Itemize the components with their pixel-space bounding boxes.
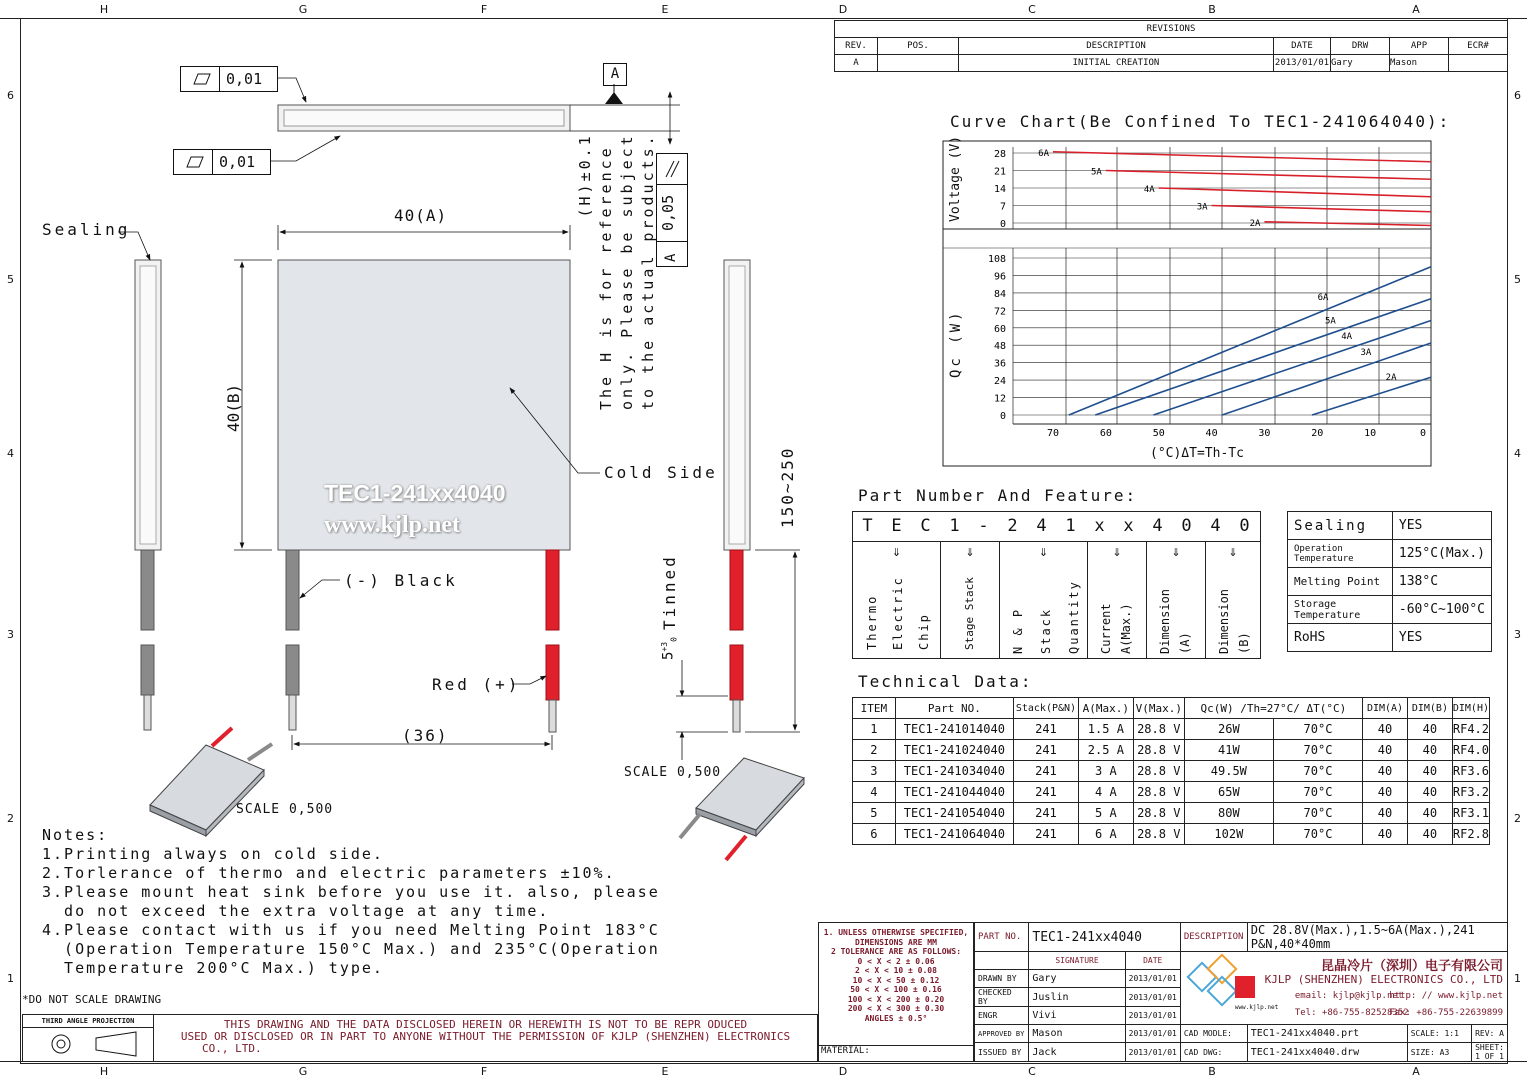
zone-column-B: B bbox=[1208, 1065, 1216, 1078]
zone-column-G: G bbox=[298, 3, 308, 16]
zone-row-3: 3 bbox=[1514, 628, 1521, 641]
y-tick-label: 84 bbox=[993, 288, 1006, 300]
x-tick-label: 10 bbox=[1364, 428, 1377, 439]
zone-column-E: E bbox=[661, 1065, 669, 1078]
part-number-title: Part Number And Feature: bbox=[858, 486, 1138, 505]
x-tick-label: 20 bbox=[1311, 428, 1324, 439]
tinned-label: Tinned bbox=[660, 554, 679, 630]
series-label: 2A bbox=[1249, 218, 1261, 229]
zone-row-5: 5 bbox=[7, 273, 14, 286]
pn-char: x bbox=[1123, 516, 1134, 536]
black-lead-label: (-) Black bbox=[344, 571, 458, 590]
table-row: 4 TEC1-241044040 241 4 A 28.8 V 65W 70°C 40 40 RF3.2 bbox=[853, 782, 1490, 803]
table-row: 1 TEC1-241014040 241 1.5 A 28.8 V 26W 70°C 40 40 RF4.2 bbox=[853, 719, 1490, 740]
x-tick-label: 40 bbox=[1205, 428, 1218, 439]
tinned-length: $5^{+3}_0$ bbox=[660, 637, 679, 660]
pn-char: 1 bbox=[1065, 516, 1076, 536]
table-row: 3 TEC1-241034040 241 3 A 28.8 V 49.5W 70°C 40 40 RF3.6 bbox=[853, 761, 1490, 782]
y-tick-label: 36 bbox=[993, 358, 1006, 370]
qc-series-4A bbox=[1153, 321, 1431, 415]
qc-axis-label: Qc (W) bbox=[948, 309, 964, 378]
qc-series-3A bbox=[1222, 343, 1431, 415]
y-tick-label: 0 bbox=[999, 411, 1006, 422]
scale-label-2: SCALE 0,500 bbox=[624, 765, 722, 780]
series-label: 6A bbox=[1317, 293, 1329, 304]
pn-char: 2 bbox=[1007, 516, 1018, 536]
series-label: 4A bbox=[1341, 331, 1353, 342]
x-tick-label: 70 bbox=[1046, 428, 1060, 439]
pn-char: 0 bbox=[1181, 516, 1192, 536]
company-name-cn: 昆晶冷片（深圳）电子有限公司 bbox=[1320, 959, 1503, 974]
voltage-series-3A bbox=[1212, 206, 1431, 212]
notes: Notes: 1.Printing always on cold side. 2.Torlerance of thermo and electric parameters ±10%. 3.Please mount heat sink before you use it. also, please do not exceed the extra voltage at any time. 4.Please contact with us if you need Melting Point 183°C (Operation Temperature 150°C Max.) and 235°C(Operation Temperature 200°C Max.) type. bbox=[42, 826, 660, 977]
y-tick-label: 12 bbox=[993, 393, 1006, 405]
zone-column-E: E bbox=[661, 3, 669, 16]
wire-dimension: (36) bbox=[402, 726, 449, 745]
zone-row-4: 4 bbox=[1514, 447, 1521, 460]
series-label: 6A bbox=[1038, 148, 1049, 159]
revisions-table: REVISIONS REV. POS. DESCRIPTION DATE DRW APP ECR# A INITIAL CREATION 2013/01/01 Gary Mason bbox=[834, 20, 1508, 72]
confidential-notice: THIS DRAWING AND THE DATA DISCLOSED HEREIN OR HEREWITH IS NOT TO BE REPR ODUCED USED OR DISCLOSED OR IN PART TO ANYONE WITHOUT THE PERMISSION OF KJLP (SHENZHEN) ELECTRONICS CO., LTD. bbox=[154, 1014, 818, 1062]
company-name-en: KJLP (SHENZHEN) ELECTRONICS CO., LTD bbox=[1264, 973, 1503, 986]
part-number-breakdown bbox=[852, 511, 1261, 659]
voltage-axis-label: Voltage (V) bbox=[948, 135, 963, 222]
zone-column-C: C bbox=[1028, 3, 1036, 16]
zone-row-1: 1 bbox=[1514, 972, 1521, 985]
zone-row-2: 2 bbox=[7, 812, 14, 825]
zone-column-H: H bbox=[99, 1065, 109, 1078]
zone-row-4: 4 bbox=[7, 447, 14, 460]
sealing-label: Sealing bbox=[42, 220, 131, 239]
x-tick-label: 30 bbox=[1258, 428, 1271, 439]
red-lead-label: Red (+) bbox=[432, 675, 521, 694]
pn-char: 4 bbox=[1210, 516, 1221, 536]
height-dimension: 40(B) bbox=[224, 383, 243, 432]
x-axis-label: (°C)ΔT=Th-Tc bbox=[1150, 446, 1244, 461]
company-logo: www.kjlp.net bbox=[1185, 956, 1255, 1016]
zone-row-6: 6 bbox=[1514, 89, 1521, 102]
y-tick-label: 14 bbox=[993, 184, 1006, 195]
flatness-value: 0,01 bbox=[226, 70, 263, 88]
technical-table: ITEM Part NO. Stack(P&N) A(Max.) V(Max.) Qc(W) /Th=27°C/ ΔT(°C) DIM(A) DIM(B) DIM(H) 1 TEC1-241014040 241 1.5 A 28.8 V 26W 70°C 40 40 RF4.2 2 TEC1-241024040 241 2.5 A 28.8 V 41W 70°C 40 40 RF4.0 3 TEC1-241034040 241 3 A 28.8 V 49.5W 70°C 40 40 RF3.6 4 TEC1-241044040 241 4 A 28.8 V 65W 70°C 40 40 RF3.2 5 TEC1-241054040 241 5 A 28.8 V 80W 70°C 40 40 RF3.1 6 TEC1-241064040 241 6 A 28.8 V 102W 70°C 40 40 RF2.8 bbox=[852, 697, 1490, 845]
company-tel: Tel: +86-755-82528352 bbox=[1294, 1008, 1409, 1018]
watermark-url: www.kjlp.net bbox=[324, 512, 461, 538]
feature-table: Sealing YES Operation Temperature 125°C(Max.) Melting Point 138°C Storage Temperature -60°C~100°C RoHS YES bbox=[1287, 511, 1492, 652]
pn-char: C bbox=[920, 516, 931, 536]
x-tick-label: 60 bbox=[1099, 428, 1112, 439]
zone-column-A: A bbox=[1412, 1065, 1420, 1078]
company-block bbox=[1180, 952, 1507, 1025]
pn-char: T bbox=[862, 516, 873, 536]
zone-column-F: F bbox=[480, 3, 488, 16]
y-tick-label: 72 bbox=[993, 306, 1006, 318]
zone-column-B: B bbox=[1208, 3, 1216, 16]
company-email: email: kjlp@kjlp.net bbox=[1294, 991, 1404, 1001]
table-row: 5 TEC1-241054040 241 5 A 28.8 V 80W 70°C 40 40 RF3.1 bbox=[853, 803, 1490, 824]
y-tick-label: 21 bbox=[993, 166, 1006, 178]
y-tick-label: 60 bbox=[993, 323, 1006, 335]
zone-row-1: 1 bbox=[7, 972, 14, 985]
scale-label-1: SCALE 0,500 bbox=[236, 802, 334, 817]
table-row: 6 TEC1-241064040 241 6 A 28.8 V 102W 70°C 40 40 RF2.8 bbox=[853, 824, 1490, 845]
company-http: http: // www.kjlp.net bbox=[1389, 991, 1503, 1001]
y-tick-label: 108 bbox=[987, 254, 1006, 265]
zone-column-A: A bbox=[1412, 3, 1420, 16]
chart-title: Curve Chart(Be Confined To TEC1-241064040): bbox=[950, 112, 1451, 131]
zone-column-D: D bbox=[838, 3, 848, 16]
flatness-value: 0,01 bbox=[219, 153, 256, 171]
width-dimension: 40(A) bbox=[394, 206, 448, 225]
tolerance-block: 1. UNLESS OTHERWISE SPECIFIED, DIMENSIONS ARE MM 2 TOLERANCE ARE AS FOLLOWS: 0 < X < 2 ± 0.06 2 < X < 10 ± 0.08 10 < X < 50 ± 0.12 50 < X < 100 ± 0.16 100 < X < 200 ± 0.20 200 < X < 300 ± 0.30 ANGLES ± 0.5° bbox=[818, 922, 974, 1046]
pn-group-dim-b: ⇓ Dimension (B) bbox=[1217, 542, 1251, 654]
lead-length: 150~250 bbox=[778, 446, 797, 528]
pn-char: 4 bbox=[1152, 516, 1163, 536]
cold-side-label: Cold Side bbox=[604, 463, 718, 482]
zone-row-5: 5 bbox=[1514, 273, 1521, 286]
h-note: (H)±0.1 The H is for reference only. Please be subject to the actual products. bbox=[576, 133, 657, 410]
y-tick-label: 28 bbox=[993, 149, 1006, 160]
series-label: 2A bbox=[1385, 372, 1397, 383]
pn-char: 4 bbox=[1036, 516, 1047, 536]
x-tick-label: 0 bbox=[1419, 428, 1427, 439]
qc-series-6A bbox=[1069, 267, 1431, 415]
x-tick-label: 50 bbox=[1152, 428, 1165, 439]
pn-char: - bbox=[978, 516, 989, 536]
series-label: 3A bbox=[1196, 202, 1208, 213]
zone-column-D: D bbox=[838, 1065, 848, 1078]
company-fax: Fax: +86-755-22639899 bbox=[1389, 1008, 1503, 1018]
y-tick-label: 48 bbox=[993, 341, 1006, 353]
y-tick-label: 96 bbox=[993, 271, 1006, 283]
pn-char: 0 bbox=[1239, 516, 1250, 536]
chart-frame bbox=[943, 141, 1431, 466]
pn-group-chip: ⇓ Thermo Electric Chip bbox=[853, 542, 941, 658]
technical-title: Technical Data: bbox=[858, 672, 1033, 691]
pn-group-current: ⇓ Current A(Max.) bbox=[1088, 542, 1147, 658]
material-cell: MATERIAL: bbox=[818, 1046, 974, 1062]
pn-char: x bbox=[1094, 516, 1105, 536]
watermark-model: TEC1-241xx4040 bbox=[324, 480, 506, 506]
voltage-series-2A bbox=[1264, 222, 1431, 226]
parallel-datum: A bbox=[663, 253, 679, 262]
zone-row-3: 3 bbox=[7, 628, 14, 641]
zone-row-6: 6 bbox=[7, 89, 14, 102]
third-angle-box: THIRD ANGLE PROJECTION bbox=[22, 1014, 154, 1062]
zone-row-2: 2 bbox=[1514, 812, 1521, 825]
datum-label: A bbox=[603, 63, 627, 86]
qc-series-2A bbox=[1312, 377, 1431, 415]
y-tick-label: 7 bbox=[999, 201, 1006, 213]
zone-column-H: H bbox=[99, 3, 109, 16]
notes-title: Notes: bbox=[42, 826, 109, 844]
zone-column-F: F bbox=[480, 1065, 488, 1078]
title-block: PART NO. TEC1-241xx4040 DESCRIPTION DC 28.8V(Max.),1.5~6A(Max.),241 P&N,40*40mm SIGNATURE DATE www.kjlp.net 昆晶冷片（深圳）电子有限公司 KJLP (SHENZHEN) ELECTRONICS CO., LTD email: kjlp@kjlp.net http: // www.kjlp.net Tel: +86-755-82528352 Fax: +86-755-22639899 DRAWN BY Gary 2013/01/01 CHECKED BY Juslin 2013/01/01 ENGR Vivi 2013/01/01 APPROVED BY Mason 2013/01/01 CAD MODLE: TEC1-241xx4040.prt SCALE: 1:1 REV: A ISSUED BY Jack 2013/01/01 CAD DWG: TEC1-241xx4040.drw SIZE: A3 SHEET: 1 OF 1 bbox=[974, 922, 1508, 1062]
pn-group-stack: ⇓ N & P Stack Quantity bbox=[1000, 542, 1088, 658]
voltage-series-5A bbox=[1106, 171, 1431, 180]
y-tick-label: 24 bbox=[993, 376, 1006, 388]
pn-char: E bbox=[891, 516, 902, 536]
series-label: 3A bbox=[1360, 348, 1372, 359]
voltage-series-4A bbox=[1159, 188, 1431, 197]
pn-char: 1 bbox=[949, 516, 960, 536]
parallel-value: 0,05 bbox=[659, 194, 677, 231]
series-label: 4A bbox=[1143, 185, 1155, 195]
series-label: 5A bbox=[1325, 316, 1336, 327]
pn-group-dim-a: ⇓ Dimension (A) bbox=[1147, 542, 1206, 658]
y-tick-label: 0 bbox=[999, 219, 1006, 230]
zone-column-C: C bbox=[1028, 1065, 1036, 1078]
zone-column-G: G bbox=[298, 1065, 308, 1078]
table-row: 2 TEC1-241024040 241 2.5 A 28.8 V 41W 70°C 40 40 RF4.0 bbox=[853, 740, 1490, 761]
do-not-scale: *DO NOT SCALE DRAWING bbox=[22, 993, 162, 1006]
series-label: 5A bbox=[1091, 167, 1102, 178]
pn-group-stage: ⇓ Stage Stack bbox=[941, 542, 1000, 658]
